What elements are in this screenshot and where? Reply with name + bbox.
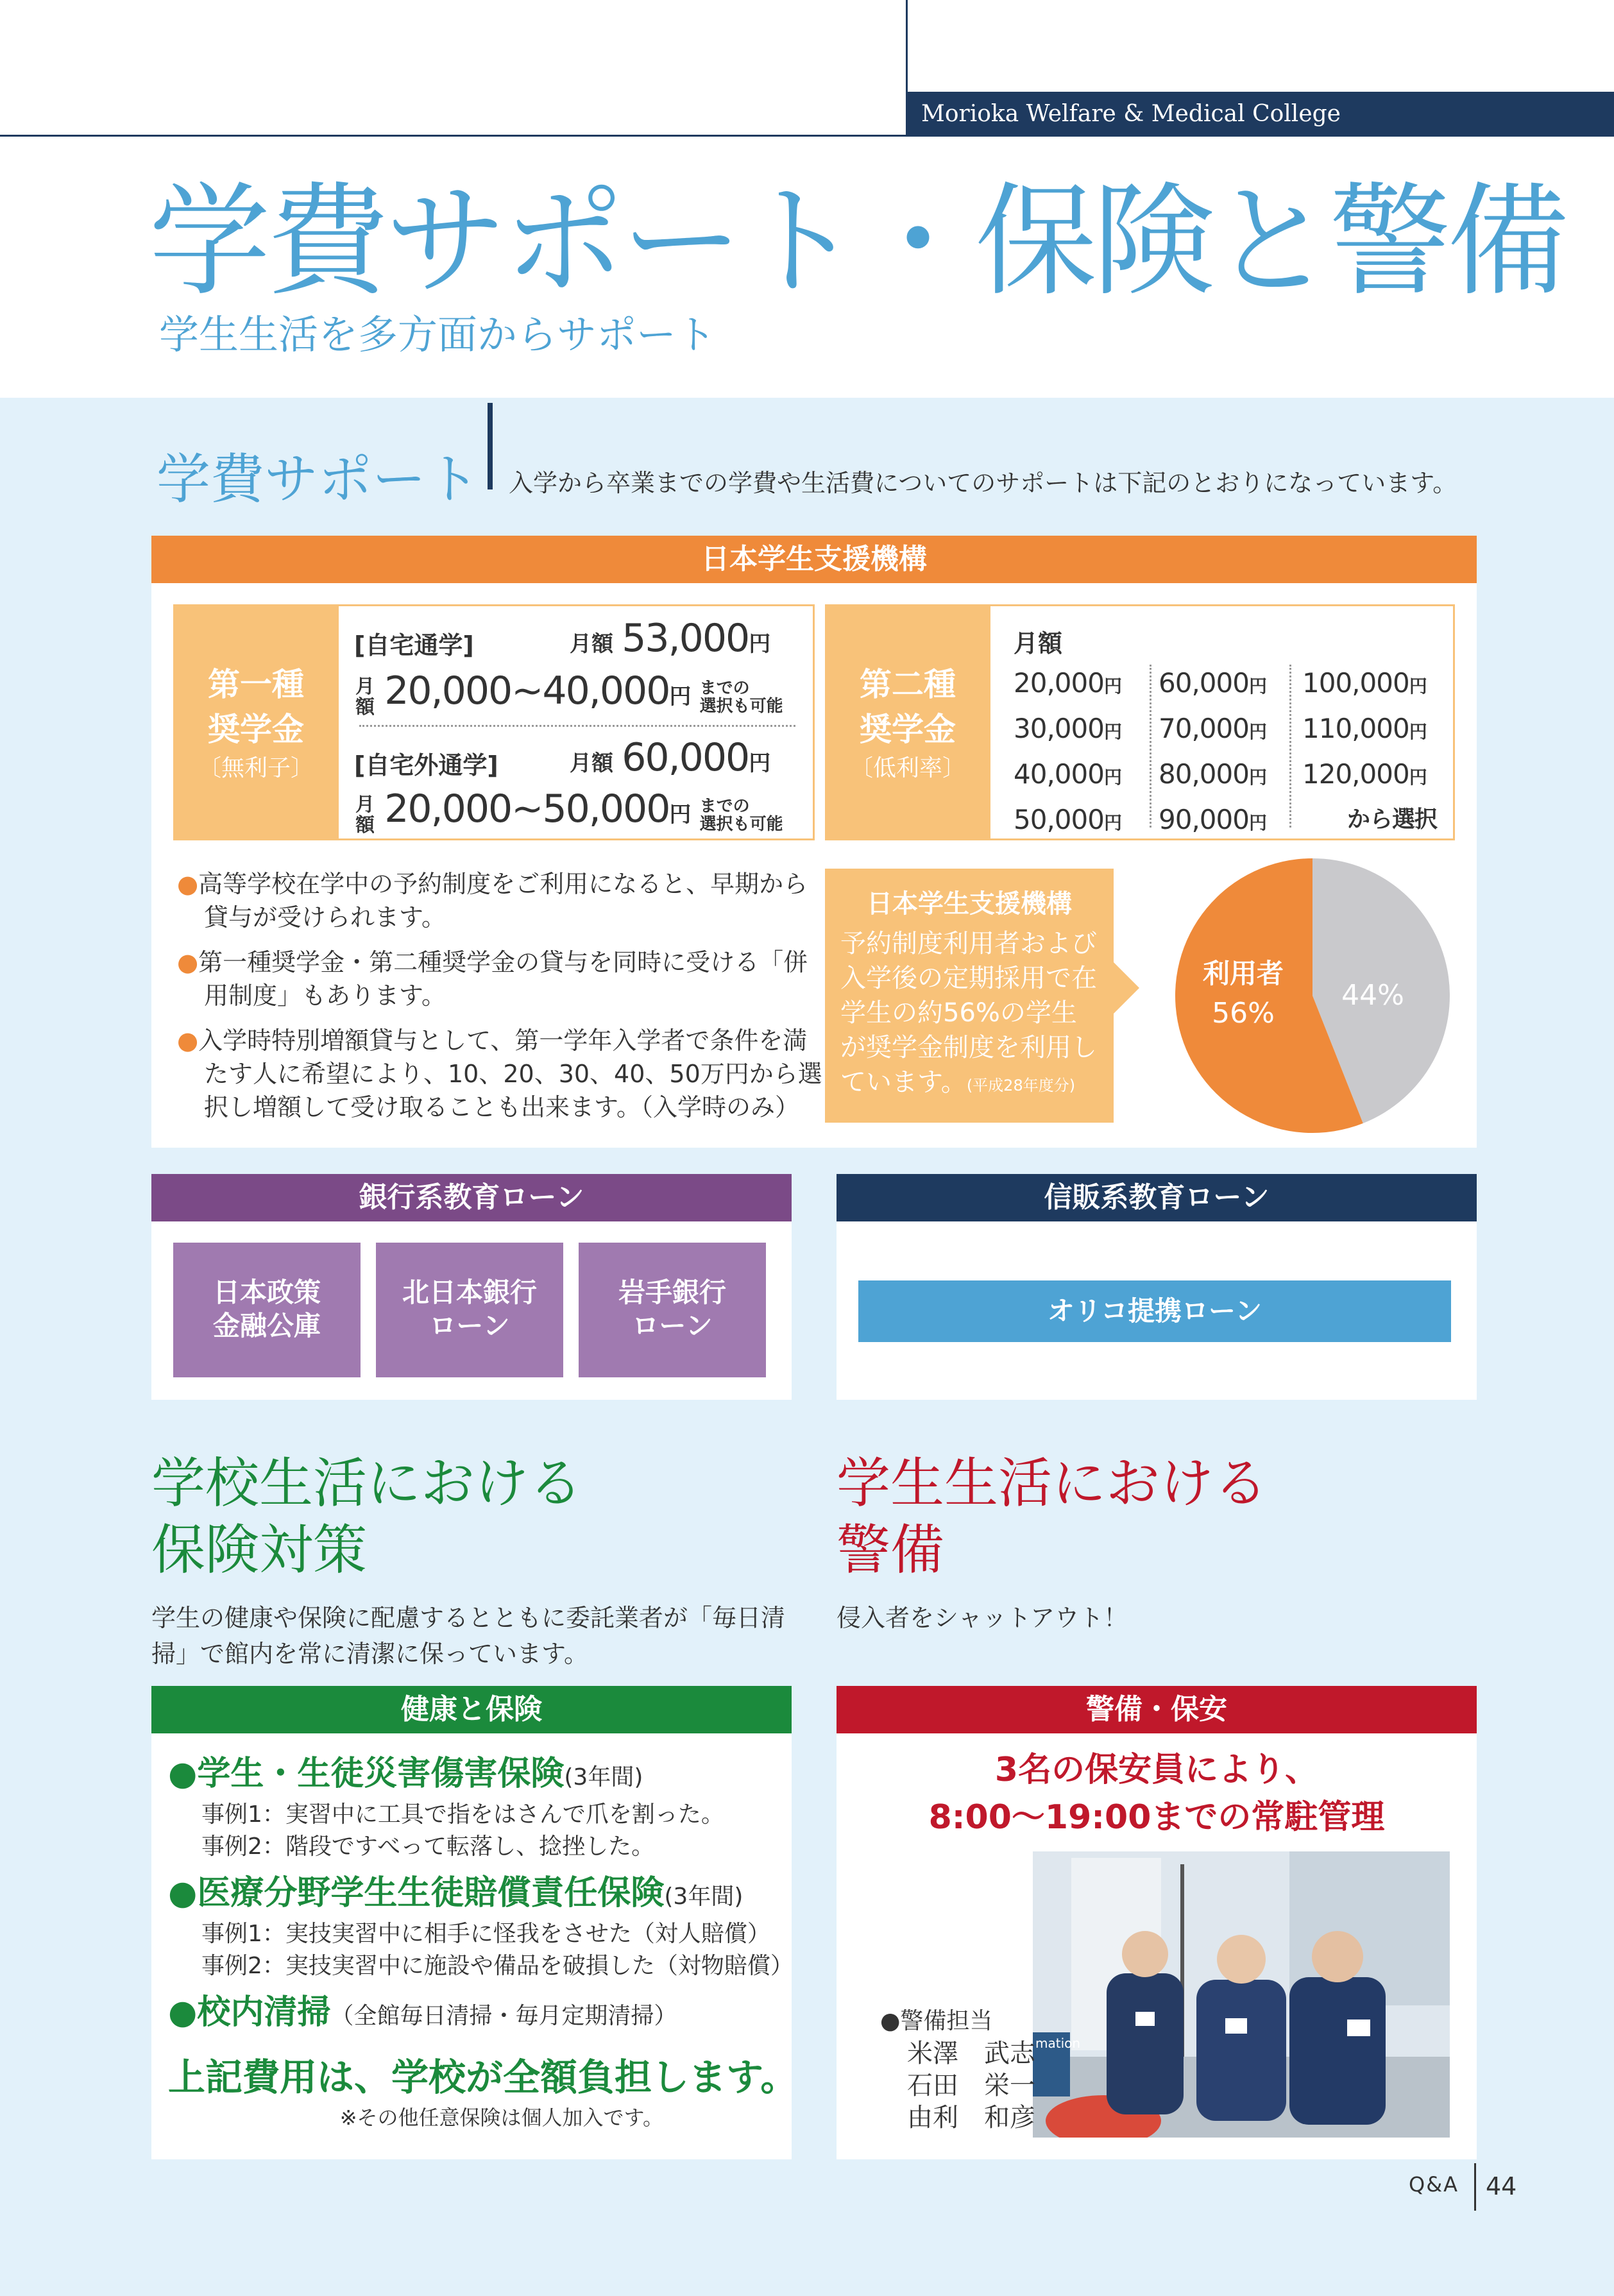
- type2-label: [825, 604, 990, 840]
- type2-col3: [1302, 662, 1450, 841]
- type2-value: [1159, 799, 1293, 844]
- type2-value: [1159, 753, 1293, 799]
- bullet-item: ●高等学校在学中の予約制度をご利用になると、早期から貸与が受けられます。: [177, 870, 808, 931]
- bank-loan-kitanihon[interactable]: 北日本銀行 ローン: [376, 1243, 563, 1377]
- type2-label-line2: 奨学金: [860, 711, 956, 748]
- type2-choose: から選択: [1346, 806, 1437, 833]
- usage-note: [825, 869, 1114, 1123]
- insurance-title: [151, 1450, 582, 1583]
- security-description: 侵入者をシャットアウト！: [837, 1604, 1128, 1632]
- page-subtitle: 学生生活を多方面からサポート: [159, 311, 717, 358]
- type1-label: [173, 604, 339, 840]
- amount: 70,000: [1159, 713, 1249, 744]
- type2-col1: [1014, 662, 1148, 844]
- amount: 30,000: [1014, 713, 1104, 744]
- select-note: [700, 679, 783, 715]
- type1-label-line2: 奨学金: [208, 711, 304, 748]
- insurance-case: 事例1：実習中に工具で指をはさんで爪を割った。: [201, 1801, 724, 1828]
- security-headline: [837, 1746, 1477, 1841]
- monthly-stack: [354, 677, 376, 718]
- jasso-band: 日本学生支援機構: [151, 536, 1477, 583]
- section-heading-bar: [488, 403, 493, 489]
- insurance-item-title: ●学生・生徒災害傷害保険: [168, 1755, 565, 1793]
- usage-pie-chart: [1174, 857, 1451, 1134]
- type1-divider: [359, 725, 795, 727]
- security-title-line2: 警備: [837, 1518, 945, 1581]
- insurance-item-term: (3年間): [564, 1764, 643, 1790]
- orico-loan-button[interactable]: オリコ提携ローン: [858, 1280, 1451, 1342]
- security-staff-label: ●警備担当: [880, 2008, 993, 2034]
- type1-home-amount: 53,000: [622, 616, 749, 661]
- insurance-burden: 上記費用は、学校が全額負担します。: [168, 2055, 798, 2099]
- usage-note-body: [840, 926, 1098, 1103]
- amount: 50,000: [1014, 804, 1104, 835]
- insurance-item-term: （全館毎日清掃・毎月定期清掃）: [330, 2003, 677, 2029]
- usage-note-title: 日本学生支援機構: [867, 889, 1072, 919]
- type2-col-divider: [1150, 665, 1151, 828]
- section-description: 入学から卒業までの学費や生活費についてのサポートは下記のとおりになっています。: [509, 469, 1457, 497]
- type2-value: [1014, 708, 1148, 753]
- select-note-bottom: 選択も可能: [699, 696, 783, 716]
- insurance-title-line1: 学校生活における: [151, 1452, 583, 1515]
- yen-unit: 円: [669, 684, 692, 710]
- select-note: [700, 797, 783, 833]
- type2-label-sub: 〔低利率〕: [849, 755, 965, 781]
- type1-away-amount: 60,000: [622, 735, 749, 780]
- insurance-item-title: ●校内清掃: [168, 1993, 331, 2032]
- usage-note-text: 予約制度利用者および入学後の定期採用で在学生の約56%の学生が奨学金制度を利用しています。: [840, 929, 1097, 1097]
- amount: 110,000: [1302, 713, 1409, 744]
- insurance-case: 事例1：実技実習中に相手に怪我をさせた（対人賠償）: [201, 1921, 770, 1947]
- insurance-item-liability: [168, 1872, 792, 1918]
- security-staff-member: 米澤 武志: [907, 2039, 1035, 2068]
- type2-value: [1302, 753, 1450, 799]
- bank-loan-iwate[interactable]: 岩手銀行 ローン: [579, 1243, 766, 1377]
- insurance-item-accident: [168, 1753, 792, 1799]
- usage-note-arrow: [1114, 962, 1139, 1014]
- amount: 60,000: [1159, 667, 1249, 699]
- type1-home-range-value: 20,000~40,000: [384, 668, 670, 713]
- insurance-item-cleaning: [168, 1991, 792, 2037]
- monthly-label: 月額: [570, 751, 613, 776]
- bullet-text: 高等学校在学中の予約制度をご利用になると、早期から貸与が受けられます。: [198, 870, 808, 931]
- monthly-label: 月額: [570, 631, 613, 657]
- stack-top: 月: [355, 675, 375, 698]
- insurance-burden-note: ※その他任意保険は個人加入です。: [339, 2105, 663, 2130]
- insurance-title-line2: 保険対策: [151, 1518, 368, 1581]
- security-headline-line1: 3名の保安員により、: [994, 1751, 1319, 1789]
- pie-user-label: 利用者: [1202, 958, 1284, 989]
- amount: 40,000: [1014, 758, 1104, 790]
- page-number: 44: [1486, 2172, 1517, 2200]
- security-title-line1: 学生生活における: [837, 1452, 1268, 1515]
- bank-loan-band: 銀行系教育ローン: [151, 1174, 792, 1221]
- footer-divider: [1474, 2163, 1476, 2211]
- type1-away-range: [354, 787, 783, 836]
- type2-value: [1014, 799, 1148, 844]
- pie-user-value: 56%: [1212, 997, 1275, 1030]
- bullet-text: 入学時特別増額貸与として、第一学年入学者で条件を満たす人に希望により、10、20、30、40、50万円から選択し増額して受け取ることも出来ます。（入学時のみ）: [198, 1026, 822, 1121]
- jasso-bullets: [177, 867, 831, 1124]
- select-note-top: までの: [699, 796, 750, 816]
- insurance-item-term: (3年間): [664, 1884, 743, 1910]
- amount: 80,000: [1159, 758, 1249, 790]
- yen-unit: 円: [1103, 767, 1121, 788]
- stack-bottom: 額: [355, 695, 375, 719]
- security-headline-line2: 8:00～19:00までの常駐管理: [928, 1798, 1385, 1837]
- type1-home-label: [自宅通学]: [354, 631, 474, 659]
- insurance-item-title: ●医療分野学生生徒賠償責任保険: [168, 1874, 665, 1912]
- type2-value: [1302, 662, 1450, 708]
- yen-unit: 円: [749, 751, 771, 776]
- health-insurance-band: 健康と保険: [151, 1686, 792, 1733]
- type2-value: [1014, 662, 1148, 708]
- usage-note-year: (平成28年度分): [966, 1076, 1076, 1094]
- yen-unit: 円: [1409, 721, 1427, 742]
- type2-label-line1: 第二種: [860, 666, 956, 703]
- security-title: [837, 1450, 1268, 1583]
- security-staff-photo: [1033, 1851, 1450, 2138]
- stack-top: 月: [355, 793, 375, 816]
- bullet-item: ●第一種奨学金・第二種奨学金の貸与を同時に受ける「併用制度」もあります。: [177, 948, 808, 1010]
- type1-label-line1: 第一種: [208, 666, 304, 703]
- amount: 20,000: [1014, 667, 1104, 699]
- yen-unit: 円: [1103, 812, 1121, 833]
- header-rule: [0, 135, 906, 137]
- footer-section: Q&A: [1409, 2172, 1459, 2197]
- yen-unit: 円: [1103, 676, 1121, 697]
- insurance-description: 学生の健康や保険に配慮するとともに委託業者が「毎日清掃」で館内を常に清潔に保っています。: [151, 1604, 786, 1668]
- insurance-case: 事例2：実技実習中に施設や備品を破損した（対物賠償）: [201, 1953, 794, 1979]
- type2-col2: [1159, 662, 1293, 844]
- health-insurance-panel: [151, 1733, 798, 2159]
- bank-loan-jfc[interactable]: 日本政策 金融公庫: [173, 1243, 361, 1377]
- type2-value: [1159, 662, 1293, 708]
- type1-label-sub: 〔無利子〕: [198, 755, 314, 781]
- yen-unit: 円: [1248, 812, 1266, 833]
- photo-sign-text: mation: [1035, 2036, 1081, 2051]
- bullet-item: ●入学時特別増額貸与として、第一学年入学者で条件を満たす人に希望により、10、20、30、40、50万円から選択し増額して受け取ることも出来ます。（入学時のみ）: [177, 1026, 822, 1121]
- section-heading-support: 学費サポート: [157, 448, 480, 511]
- amount: 90,000: [1159, 804, 1249, 835]
- pie-other-value: 44%: [1341, 979, 1404, 1012]
- type1-away-label: [自宅外通学]: [354, 751, 498, 779]
- type1-away-range-value: 20,000~50,000: [384, 787, 670, 831]
- type1-home-monthly: [570, 616, 770, 661]
- yen-unit: 円: [1248, 676, 1266, 697]
- bullet-text: 第一種奨学金・第二種奨学金の貸与を同時に受ける「併用制度」もあります。: [198, 948, 808, 1010]
- type1-away-monthly: [570, 735, 770, 780]
- type2-monthly-label: 月額: [1014, 629, 1063, 658]
- security-staff-member: 石田 栄一: [907, 2071, 1035, 2100]
- select-note-top: までの: [699, 678, 750, 698]
- yen-unit: 円: [1248, 721, 1266, 742]
- type2-value: [1159, 708, 1293, 753]
- insurance-case: 事例2：階段ですべって転落し、捻挫した。: [201, 1833, 655, 1860]
- yen-unit: 円: [1103, 721, 1121, 742]
- type2-col-divider: [1289, 665, 1291, 828]
- amount: 120,000: [1302, 758, 1409, 790]
- college-name: Morioka Welfare & Medical College: [906, 92, 1614, 137]
- type1-home-range: [354, 668, 783, 718]
- yen-unit: 円: [669, 802, 692, 828]
- yen-unit: 円: [1248, 767, 1266, 788]
- monthly-stack: [354, 795, 376, 836]
- shinpan-loan-band: 信販系教育ローン: [837, 1174, 1477, 1221]
- select-note-bottom: 選択も可能: [699, 814, 783, 834]
- type2-value: [1014, 753, 1148, 799]
- amount: 100,000: [1302, 667, 1409, 699]
- page-title: 学費サポート・保険と警備: [149, 171, 1566, 312]
- yen-unit: 円: [1409, 676, 1427, 697]
- type2-value: [1302, 708, 1450, 753]
- security-band: 警備・保安: [837, 1686, 1477, 1733]
- security-staff-list: [880, 2005, 1035, 2134]
- stack-bottom: 額: [355, 813, 375, 837]
- security-staff-member: 由利 和彦: [907, 2103, 1035, 2132]
- yen-unit: 円: [1409, 767, 1427, 788]
- yen-unit: 円: [749, 631, 771, 657]
